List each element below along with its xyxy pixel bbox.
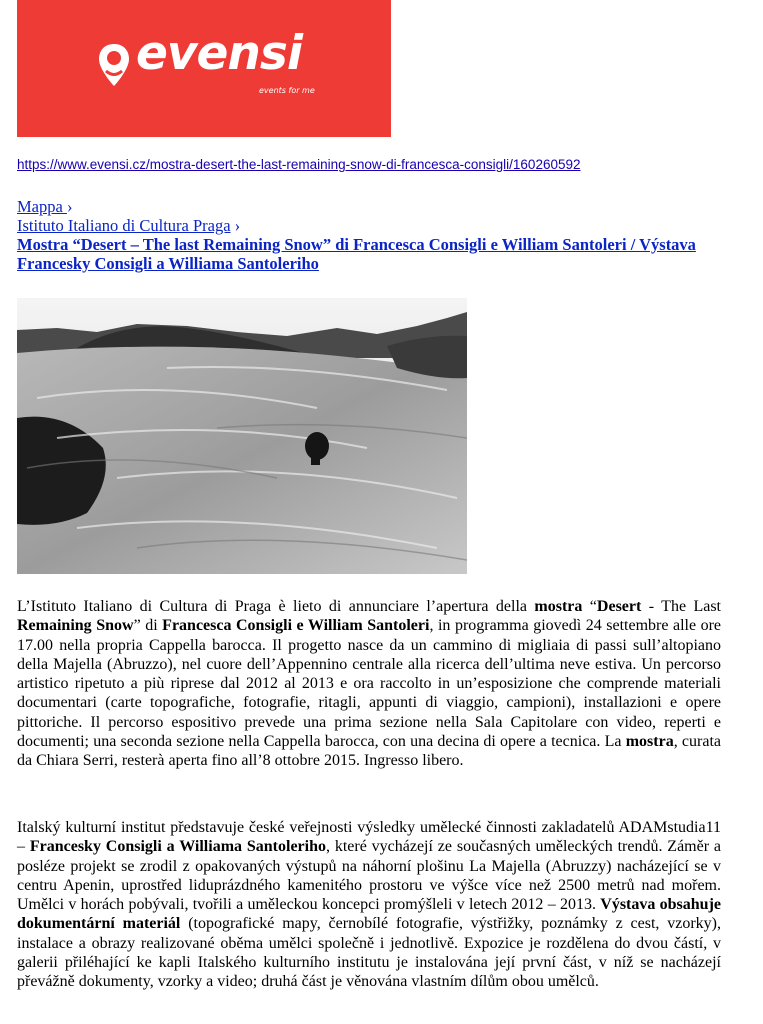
bold-run: mostra [625, 733, 674, 751]
italian-description [17, 597, 721, 771]
breadcrumb [17, 197, 747, 273]
event-title-link[interactable]: Mostra “Desert – The last Remaining Snow” di Francesca Consigli e William Santoleri / Výstava Francesky Consigli a Williama Santoleriho [17, 235, 696, 273]
text-run: , které vycházejí ze současných uměleckých trendů. Záměr a posléze projekt se zrodil z opakovaných výstupů na náhorní plošinu La Majella (Abruzzy) nacházející se v centru Apenin, uprostřed liduprázdného kamenitého prostoru ve výšce více než 2500 metrů nad mořem. Umělci v horách pobývali, tvořili a uměleckou koncepci promýšleli v letech 2012 – 2013. [17, 838, 721, 914]
brand-name: evensi [136, 26, 302, 81]
text-run: , curata da Chiara Serri, resterà aperta fino all’8 ottobre 2015. Ingresso libero. [17, 733, 721, 770]
breadcrumb-separator: › [66, 197, 73, 216]
bold-run: Francesky Consigli a Williama Santoleriho [29, 838, 326, 856]
text-run: “ [582, 598, 597, 615]
text-run: , in programma giovedì 24 settembre alle ore 17.00 nella propria Cappella barocca. Il progetto nasce da un cammino di migliaia di passi sull’altopiano della Majella (Abruzzo), nel cuore dell’Appennino centrale alla ricerca dell’ultima neve estiva. Un percorso artistico ripetuto a più riprese dal 2012 al 2013 e ora raccolto in un’esposizione che comprende materiali documentari (carte topografiche, fotografie, ritagli, appunti di viaggio, campioni), installazioni e opere pittoriche. Il percorso espositivo prevede una prima sezione nella Sala Capitolare con video, reperti e documenti; una seconda sezione nella Cappella barocca, con una decina di opere a tecnica. La [17, 617, 722, 751]
text-run: - The Last [641, 598, 721, 615]
czech-description [17, 818, 721, 992]
breadcrumb-link-istituto[interactable]: Istituto Italiano di Cultura Praga [17, 216, 231, 235]
evensi-logo-banner[interactable] [17, 0, 391, 137]
text-run: ” di [133, 617, 163, 635]
text-run: Italský kulturní institut představuje české veřejnosti výsledky umělecké činnosti zakladatelů ADAMstudia11 – [17, 819, 721, 856]
bold-run: Desert [596, 598, 642, 615]
breadcrumb-separator: › [234, 216, 241, 235]
brand-tagline: events for me [259, 86, 315, 95]
text-run: (topografické mapy, černobílé fotografie, výstřižky, poznámky z cest, vzorky), instalace a obrazy realizované oběma umělci společně i jednotlivě. Expozice je rozdělena do dvou částí, v galerii přiléhající ke kapli Italského kulturního institutu je instalována její první část, v níž se nacházejí převážně dokumenty, vzorky a video; druhá část je věnována vlastním dílům obou umělců. [17, 915, 721, 991]
bold-run: mostra [534, 598, 583, 615]
text-run: L’Istituto Italiano di Cultura di Praga è lieto di annunciare l’apertura della [17, 598, 535, 615]
bold-run: Výstava obsahuje dokumentární materiál [17, 896, 722, 933]
bold-run: Francesca Consigli e William Santoleri [162, 617, 430, 635]
bold-run: Remaining Snow [17, 617, 134, 635]
location-pin-icon [97, 42, 131, 92]
page-url-link[interactable]: https://www.evensi.cz/mostra-desert-the-last-remaining-snow-di-francesca-consigli/160260592 [17, 157, 581, 172]
breadcrumb-link-mappa[interactable]: Mappa [17, 197, 67, 216]
landscape-photo-icon [17, 298, 467, 574]
event-photo [17, 298, 467, 574]
